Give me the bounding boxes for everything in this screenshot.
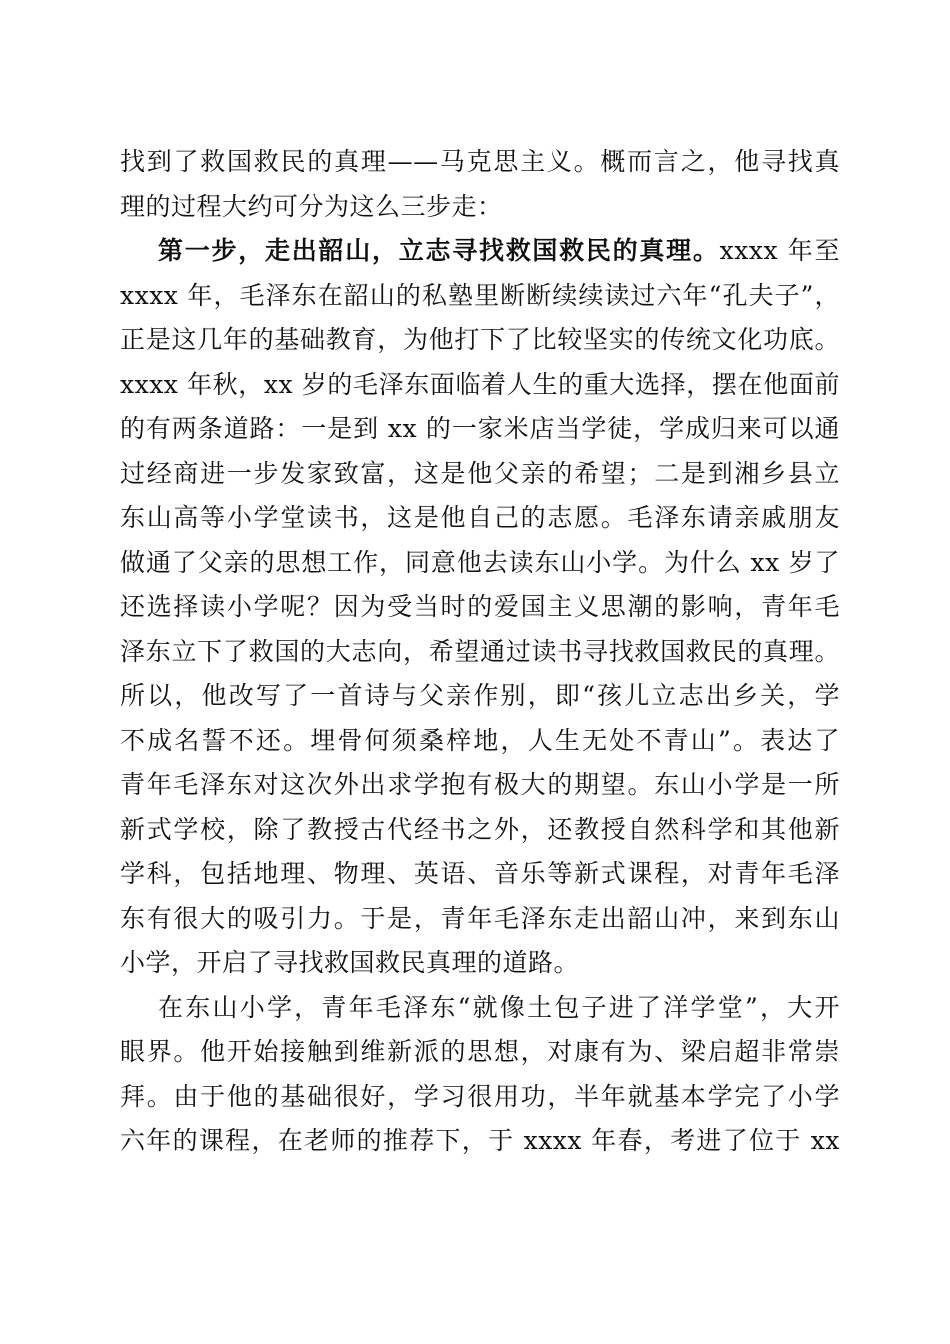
text-line: 小学，开启了寻找救国救民真理的道路。 bbox=[120, 948, 580, 977]
text-line bbox=[120, 229, 840, 274]
text-line: 正是这几年的基础教育，为他打下了比较坚实的传统文化功底。 bbox=[120, 325, 840, 354]
step-heading: 第一步，走出韶山，立志寻找救国救民的真理。 bbox=[158, 236, 720, 265]
paragraph-2 bbox=[120, 229, 840, 986]
text-line: 过经商进一步发家致富，这是他父亲的希望；二是到湘乡县立 bbox=[120, 458, 840, 488]
text-line: 拜。由于他的基础很好，学习很用功，半年就基本学完了小学 bbox=[120, 1081, 840, 1111]
text-line: 眼界。他开始接触到维新派的思想，对康有为、梁启超非常崇 bbox=[120, 1037, 840, 1066]
text-line: 泽东立下了救国的大志向，希望通过读书寻找救国救民的真理。 bbox=[120, 636, 840, 666]
text-line: 学科，包括地理、物理、英语、音乐等新式课程，对青年毛泽 bbox=[120, 859, 840, 888]
text-line: xxxx 年，毛泽东在韶山的私塾里断断续续读过六年“孔夫子”， bbox=[120, 280, 840, 310]
text-line: 所以，他改写了一首诗与父亲作别，即“孩儿立志出乡关，学 bbox=[120, 681, 840, 710]
text-line: 的有两条道路：一是到 xx 的一家米店当学徒，学成归来可以通 bbox=[120, 414, 840, 443]
document-body bbox=[120, 140, 840, 1164]
paragraph-3 bbox=[120, 986, 840, 1164]
text-line: 青年毛泽东对这次外出求学抱有极大的期望。东山小学是一所 bbox=[120, 770, 840, 799]
text-line: 新式学校，除了教授古代经书之外，还教授自然科学和其他新 bbox=[120, 814, 840, 844]
text-line: 在东山小学，青年毛泽东“就像土包子进了洋学堂”，大开 bbox=[158, 992, 840, 1022]
text-line: 理的过程大约可分为这么三步走： bbox=[120, 191, 503, 221]
text-line: 找到了救国救民的真理——马克思主义。概而言之，他寻找真 bbox=[120, 147, 840, 176]
text-line: 做通了父亲的思想工作，同意他去读东山小学。为什么 xx 岁了 bbox=[120, 547, 840, 577]
text-line: 不成名誓不还。埋骨何须桑梓地，人生无处不青山”。表达了 bbox=[120, 725, 840, 755]
text-line: xxxx 年秋，xx 岁的毛泽东面临着人生的重大选择，摆在他面前 bbox=[120, 369, 840, 399]
text-line: 六年的课程，在老师的推荐下，于 xxxx 年春，考进了位于 xx bbox=[120, 1126, 840, 1155]
paragraph-1 bbox=[120, 140, 840, 229]
text-fragment: xxxx 年至 bbox=[719, 236, 840, 265]
text-line: 东山高等小学堂读书，这是他自己的志愿。毛泽东请亲戚朋友 bbox=[120, 503, 840, 532]
text-line: 还选择读小学呢？因为受当时的爱国主义思潮的影响，青年毛 bbox=[120, 592, 840, 621]
text-line: 东有很大的吸引力。于是，青年毛泽东走出韶山冲，来到东山 bbox=[120, 903, 840, 933]
